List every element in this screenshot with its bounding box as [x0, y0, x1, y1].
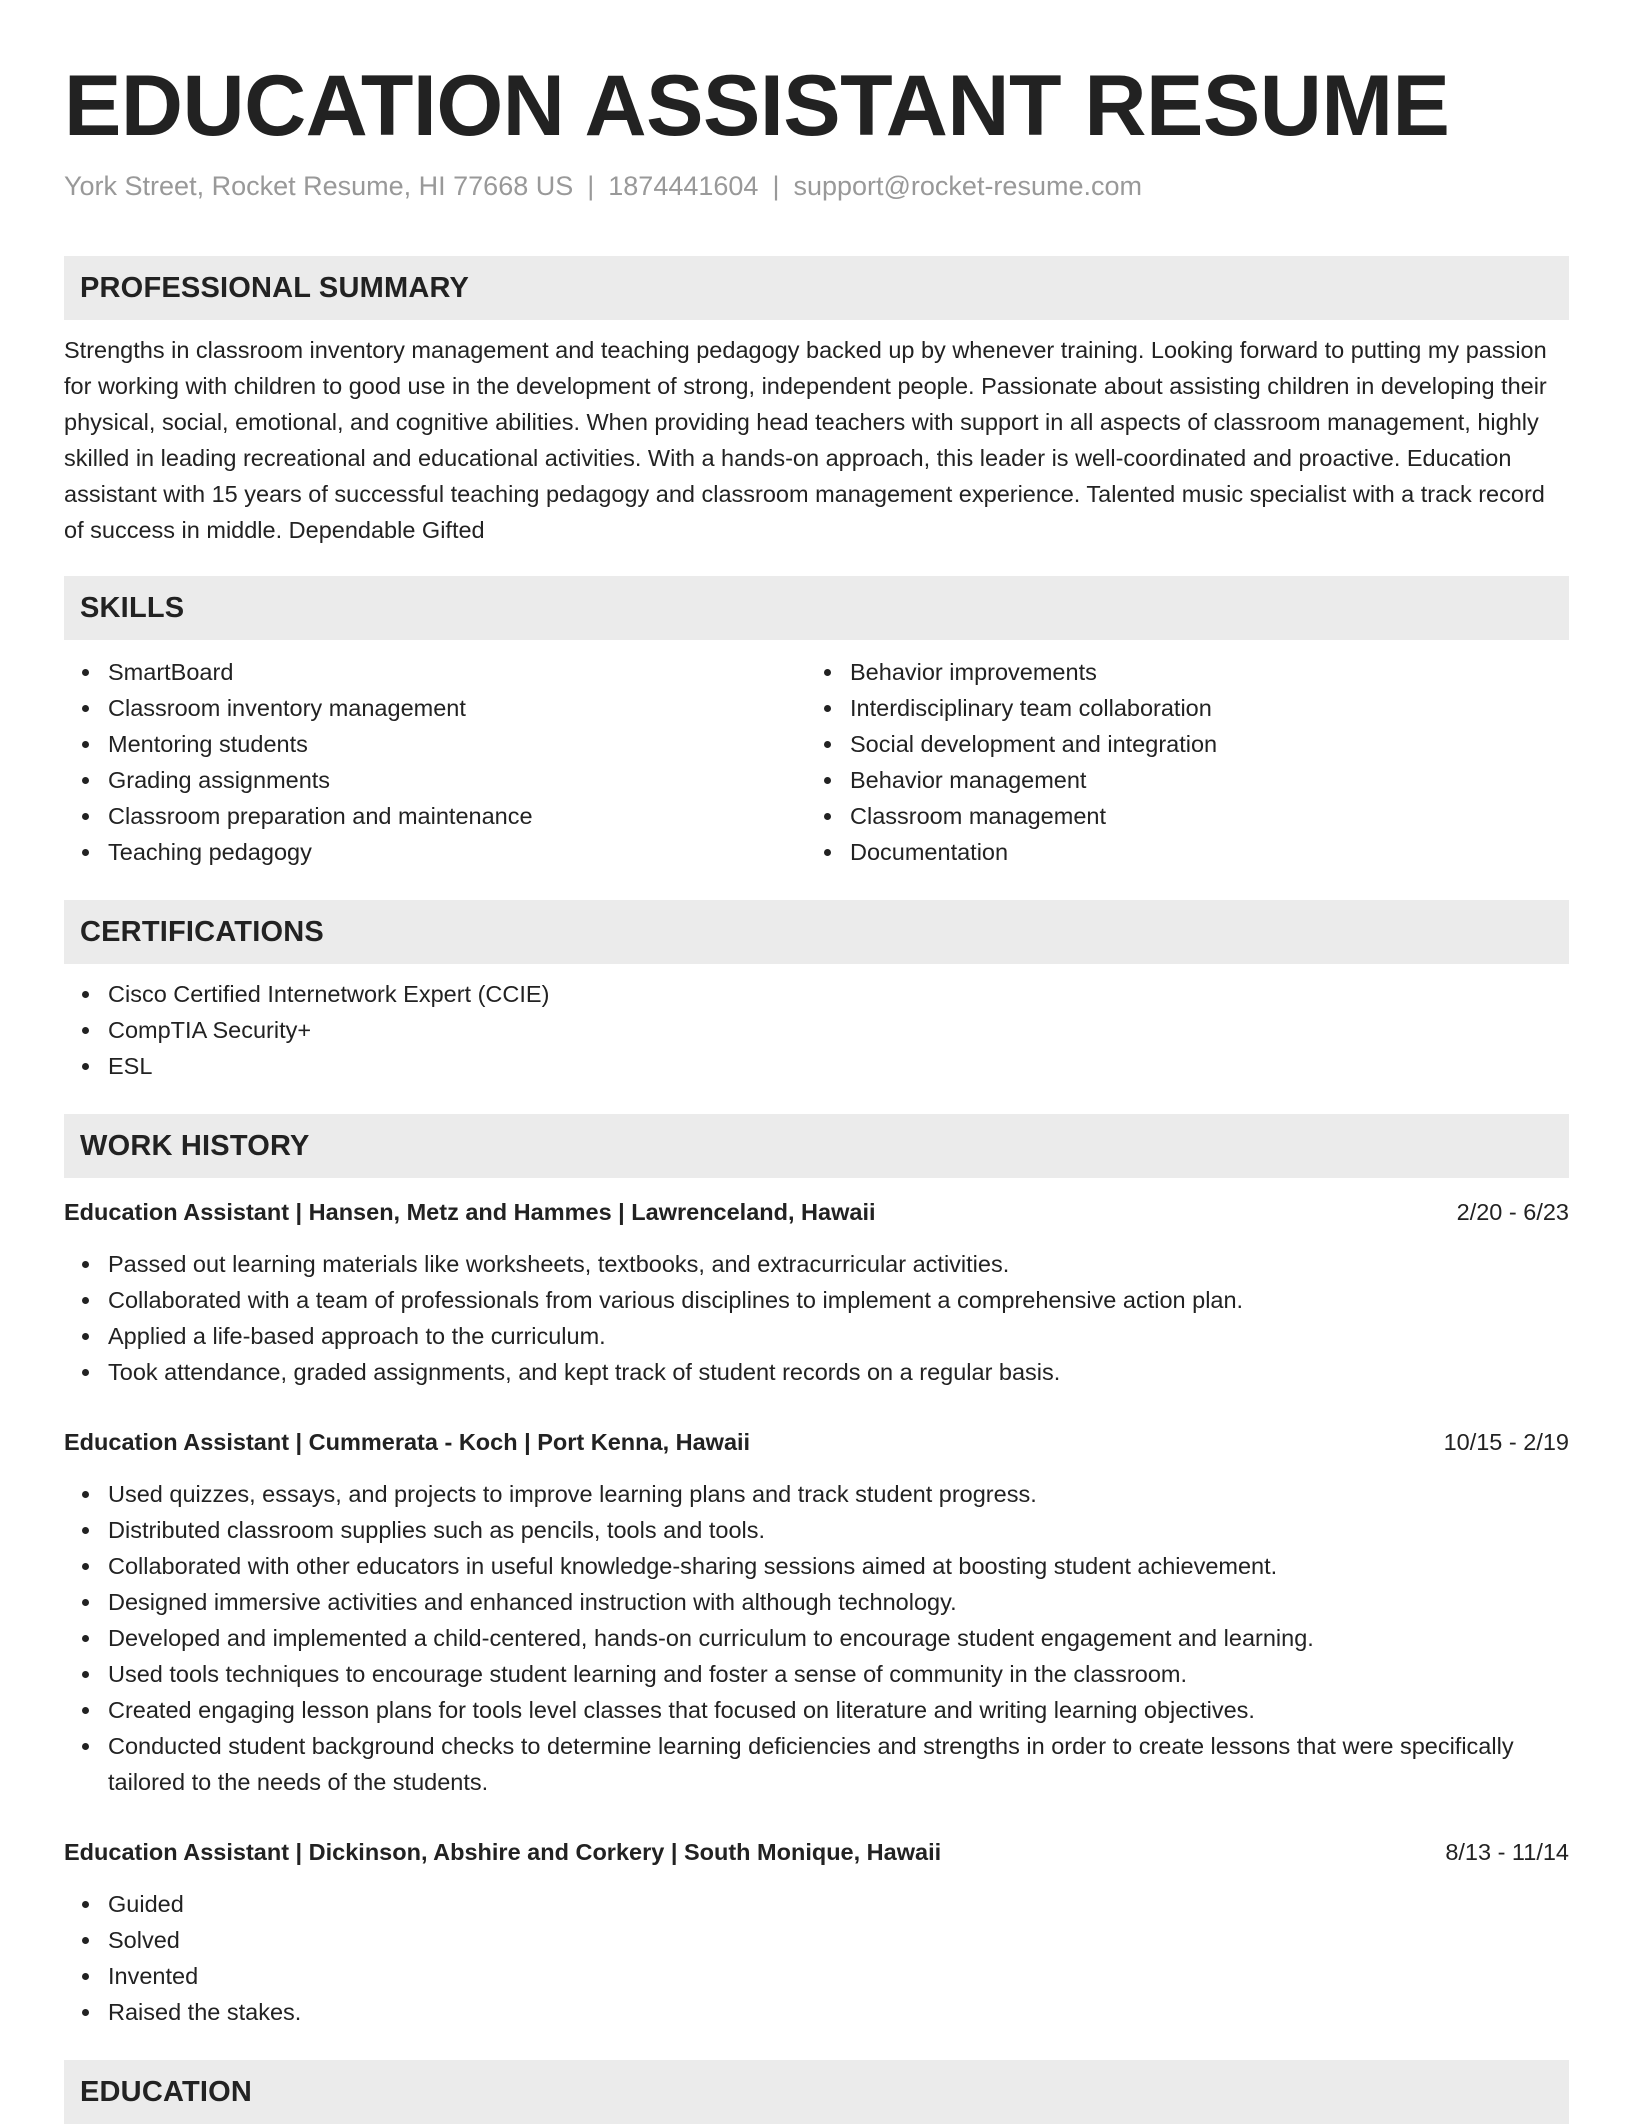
skill-item: Grading assignments [64, 762, 806, 798]
job-bullet: Created engaging lesson plans for tools level classes that focused on literature and writing learning objectives. [64, 1692, 1569, 1728]
skill-item: Classroom inventory management [64, 690, 806, 726]
job-bullets [64, 1476, 1569, 1800]
job-bullet: Took attendance, graded assignments, and kept track of student records on a regular basis. [64, 1354, 1569, 1390]
contact-email[interactable]: support@rocket-resume.com [793, 171, 1142, 201]
contact-line [64, 168, 1569, 204]
skill-item: Behavior management [806, 762, 1548, 798]
skills-column-left [64, 654, 806, 870]
job-bullet: Developed and implemented a child-centered, hands-on curriculum to encourage student engagement and learning. [64, 1620, 1569, 1656]
certification-item: ESL [64, 1048, 1569, 1084]
resume-title: EDUCATION ASSISTANT RESUME [64, 58, 1450, 154]
job-header [64, 1194, 1569, 1230]
skill-item: Social development and integration [806, 726, 1548, 762]
job-header [64, 1424, 1569, 1460]
section-header-education: EDUCATION [64, 2060, 1569, 2124]
certification-item: Cisco Certified Internetwork Expert (CCIE) [64, 976, 1569, 1012]
contact-phone: 1874441604 [608, 171, 759, 201]
contact-separator: | [587, 171, 595, 201]
job-bullet: Raised the stakes. [64, 1994, 1569, 2030]
job-bullet: Designed immersive activities and enhanced instruction with although technology. [64, 1584, 1569, 1620]
job-title: Education Assistant | Hansen, Metz and Hammes | Lawrenceland, Hawaii [64, 1199, 876, 1225]
job-bullet: Collaborated with a team of professionals from various disciplines to implement a comprehensive action plan. [64, 1282, 1569, 1318]
skills-column-right [806, 654, 1548, 870]
section-header-skills: SKILLS [64, 576, 1569, 640]
skill-item: SmartBoard [64, 654, 806, 690]
job-entry [64, 1424, 1569, 1800]
job-bullet: Collaborated with other educators in useful knowledge-sharing sessions aimed at boosting student achievement. [64, 1548, 1569, 1584]
job-bullet: Used tools techniques to encourage student learning and foster a sense of community in the classroom. [64, 1656, 1569, 1692]
job-entry [64, 1834, 1569, 2030]
job-bullet: Invented [64, 1958, 1569, 1994]
skill-item: Interdisciplinary team collaboration [806, 690, 1548, 726]
certifications-list [64, 976, 1569, 1084]
job-bullet: Passed out learning materials like worksheets, textbooks, and extracurricular activities. [64, 1246, 1569, 1282]
summary-text: Strengths in classroom inventory management and teaching pedagogy backed up by whenever training. Looking forward to putting my passion for working with children to good use in the development of strong, independent people. Passionate about assisting children in developing their physical, social, emotional, and cognitive abilities. When providing head teachers with support in all aspects of classroom management, highly skilled in leading recreational and educational activities. With a hands-on approach, this leader is well-coordinated and proactive. Education assistant with 15 years of successful teaching pedagogy and classroom management experience. Talented music specialist with a track record of success in middle. Dependable Gifted [64, 337, 1547, 543]
skill-item: Classroom management [806, 798, 1548, 834]
job-header [64, 1834, 1569, 1870]
job-bullet: Guided [64, 1886, 1569, 1922]
skills-list-right [806, 654, 1548, 870]
contact-separator: | [772, 171, 780, 201]
job-title: Education Assistant | Cummerata - Koch | Port Kenna, Hawaii [64, 1429, 751, 1455]
job-bullet: Applied a life-based approach to the curriculum. [64, 1318, 1569, 1354]
skill-item: Behavior improvements [806, 654, 1548, 690]
job-entry [64, 1194, 1569, 1390]
job-bullets [64, 1886, 1569, 2030]
job-bullet: Used quizzes, essays, and projects to improve learning plans and track student progress. [64, 1476, 1569, 1512]
skills-list-left [64, 654, 806, 870]
skill-item: Classroom preparation and maintenance [64, 798, 806, 834]
resume-page [64, 0, 1569, 2124]
job-bullet: Distributed classroom supplies such as pencils, tools and tools. [64, 1512, 1569, 1548]
section-header-summary: PROFESSIONAL SUMMARY [64, 256, 1569, 320]
job-bullet: Solved [64, 1922, 1569, 1958]
job-title: Education Assistant | Dickinson, Abshire and Corkery | South Monique, Hawaii [64, 1839, 942, 1865]
job-bullet: Conducted student background checks to determine learning deficiencies and strengths in order to create lessons that were specifically tailored to the needs of the students. [64, 1728, 1569, 1800]
job-dates: 8/13 - 11/14 [1445, 1839, 1569, 1865]
skill-item: Documentation [806, 834, 1548, 870]
contact-address: York Street, Rocket Resume, HI 77668 US [64, 171, 574, 201]
skill-item: Mentoring students [64, 726, 806, 762]
job-bullets [64, 1246, 1569, 1390]
skill-item: Teaching pedagogy [64, 834, 806, 870]
section-header-work-history: WORK HISTORY [64, 1114, 1569, 1178]
job-dates: 2/20 - 6/23 [1456, 1199, 1569, 1225]
job-dates: 10/15 - 2/19 [1443, 1429, 1569, 1455]
certification-item: CompTIA Security+ [64, 1012, 1569, 1048]
section-header-certifications: CERTIFICATIONS [64, 900, 1569, 964]
skills-grid [64, 654, 1569, 870]
